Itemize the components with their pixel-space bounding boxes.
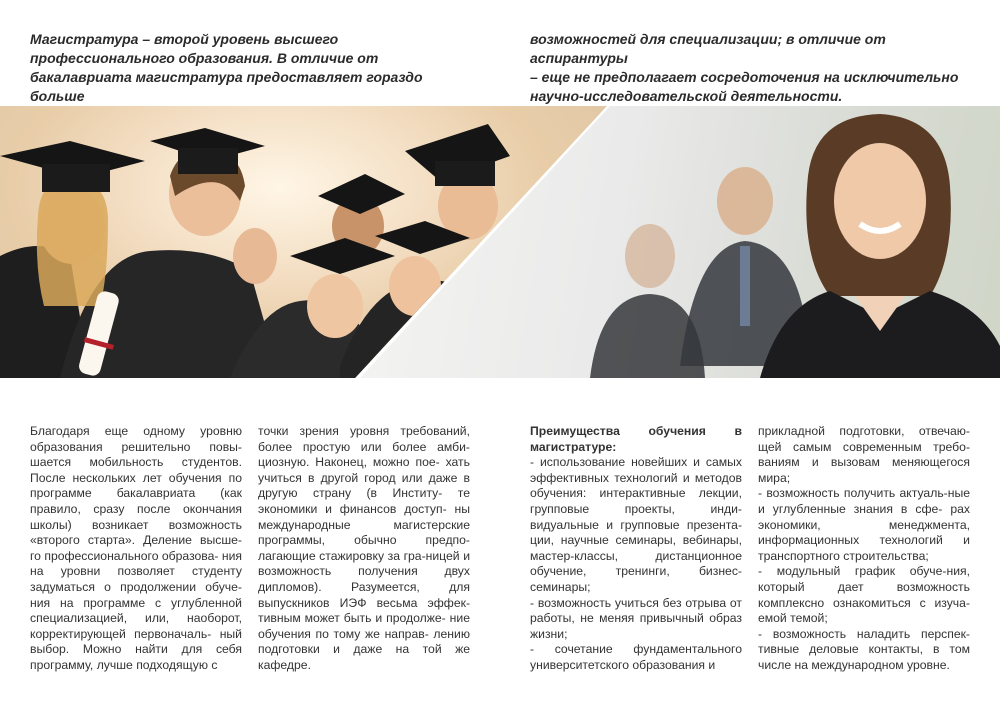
body-column-2: точки зрения уровня требований, более простую или более амби-циозную. Наконец, можно пое- хать учиться в другой город или даже в другую страну (в Институ- те экономики и финансов доступ- ны международные магистерские программы, обычно предпо-лагающие стажировку за гра-ницей и возможность получения двух дипломов). Разумеется, для выпускников ИЭФ весьма эффек-тивным может быть и продолже- ние обучения по тому же направ- лению подготовки и даже на той же кафедре. <box>258 424 470 672</box>
body-column-1: Благодаря еще одному уровню образования решительно повы-шается мобильность студентов. После нескольких лет обучения по программе бакалавриата (как правило, сразу после окончания школы) возникает возможность «второго старта». Деление высше- го профессионального образова- ния на уровни позволяет студенту задуматься о продолжении обуче-ния на программе с углубленной специализацией, или, наоборот, корректирующей первоначаль- ный выбор. Можно найти для себя программу, лучше подходящую с <box>30 424 243 672</box>
advantages-heading: Преимущества обучения в магистратуре: <box>530 424 742 454</box>
body-column-4: прикладной подготовки, отвечаю-щей самым современным требо-ваниям и вызовам меняющегося мира; - возможность получить актуаль-ные и углубленные знания в сфе- рах экономики, менеджмента, информационных технологий и транспортного строительства; - модульный график обуче-ния, который дает возможность комплексно ознакомиться с изуча-емой темой; - возможность наладить перспек-тивные деловые контакты, в том числе на международном уровне. <box>758 424 970 672</box>
intro-text-left: Магистратура – второй уровень высшего профессионального образования. В отличие от бакалавриата магистратура предоставляет гораздо больше <box>30 31 423 104</box>
body-column-3 <box>530 424 742 674</box>
intro-text-right: возможностей для специализации; в отличие от аспирантуры – еще не предполагает сосредоточения на исключительно научно-исследовательской деятельности. <box>530 31 959 104</box>
advantages-list-part-1: - использование новейших и самых эффективных технологий и методов обучения: интерактивные лекции, групповые проекты, инди-видуальные и групповые презента-ции, научные семинары, вебинары, мастер-классы, дистанционное обучение, тренинги, бизнес-семинары; - возможность учиться без отрыва от работы, не меняя привычный образ жизни; - сочетание фундаментального университетского образования и <box>530 455 742 672</box>
